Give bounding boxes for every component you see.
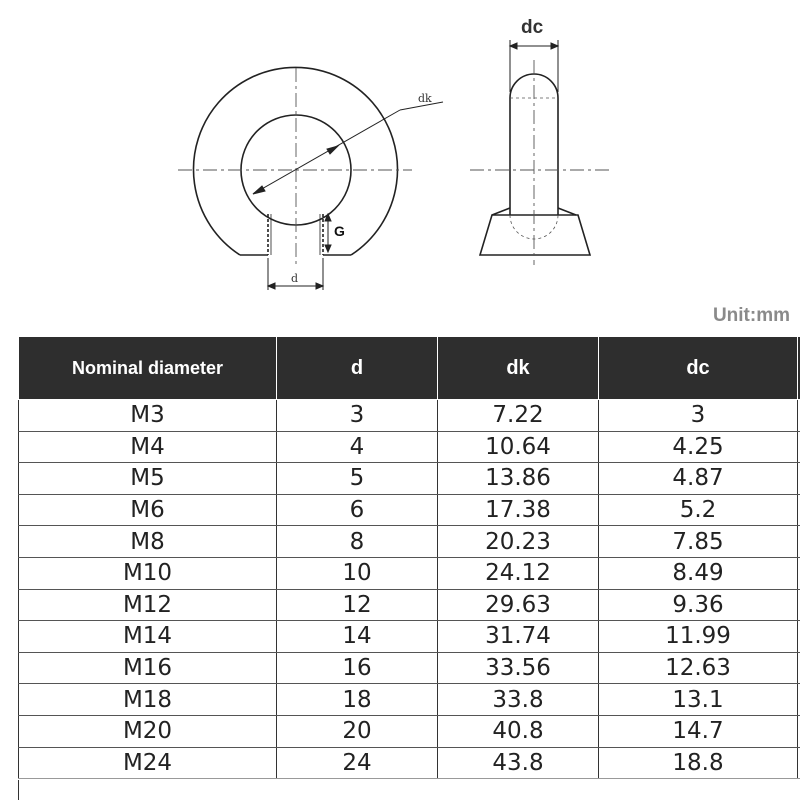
table-row: [19, 652, 800, 684]
cell-dc: 7.85: [599, 526, 798, 558]
cell-dk: 17.38: [438, 494, 599, 526]
header-dk: dk: [438, 337, 599, 400]
cell-nominal-diameter: M6: [19, 494, 277, 526]
g-label: G: [334, 223, 345, 239]
cell-dc: 12.63: [599, 652, 798, 684]
cell-nominal-diameter: M10: [19, 557, 277, 589]
g-dimension: [325, 214, 331, 252]
cell-dc: 18.8: [599, 747, 798, 779]
side-view-centerlines: [470, 60, 612, 265]
cell-nominal-diameter: M12: [19, 589, 277, 621]
cell-dc: 3: [599, 400, 798, 432]
header-d: d: [277, 337, 438, 400]
cell-d: 5: [277, 463, 438, 495]
front-view: [194, 67, 398, 255]
table-row: [19, 431, 800, 463]
table-row: [19, 589, 800, 621]
dk-dimension: [253, 102, 443, 194]
cell-dc: 11.99: [599, 621, 798, 653]
cell-d: 4: [277, 431, 438, 463]
dk-label: dk: [418, 92, 432, 105]
cell-dk: 33.56: [438, 652, 599, 684]
cell-nominal-diameter: M14: [19, 621, 277, 653]
table-row: [19, 557, 800, 589]
unit-label: Unit:mm: [712, 305, 790, 326]
cell-nominal-diameter: M8: [19, 526, 277, 558]
cell-d: 18: [277, 684, 438, 716]
cell-dk: 7.22: [438, 400, 599, 432]
cell-dk: 10.64: [438, 431, 599, 463]
cell-dk: 24.12: [438, 557, 599, 589]
cell-d: 10: [277, 557, 438, 589]
dimensions-table: [18, 336, 800, 779]
cell-dc: 4.87: [599, 463, 798, 495]
table-row: [19, 526, 800, 558]
table-row: [19, 715, 800, 747]
cell-nominal-diameter: M16: [19, 652, 277, 684]
cell-nominal-diameter: M18: [19, 684, 277, 716]
header-nominal-diameter: Nominal diameter: [19, 337, 277, 400]
front-view-centerlines: [178, 68, 412, 265]
cell-dk: 33.8: [438, 684, 599, 716]
cell-dk: 29.63: [438, 589, 599, 621]
cell-dk: 20.23: [438, 526, 599, 558]
eye-nut-technical-drawing: [0, 0, 800, 330]
cell-dc: 4.25: [599, 431, 798, 463]
cell-dc: 8.49: [599, 557, 798, 589]
cell-d: 20: [277, 715, 438, 747]
table-row: [19, 621, 800, 653]
side-view: [480, 74, 590, 255]
cell-d: 24: [277, 747, 438, 779]
dc-label: dc: [521, 17, 544, 38]
cell-dc: 5.2: [599, 494, 798, 526]
cell-nominal-diameter: M5: [19, 463, 277, 495]
cell-nominal-diameter: M24: [19, 747, 277, 779]
cell-d: 14: [277, 621, 438, 653]
table-header-row: [19, 337, 800, 400]
d-label: d: [291, 272, 299, 285]
table-row: [19, 400, 800, 432]
table-row: [19, 684, 800, 716]
cell-d: 3: [277, 400, 438, 432]
cell-dk: 43.8: [438, 747, 599, 779]
cell-dc: 13.1: [599, 684, 798, 716]
cell-d: 8: [277, 526, 438, 558]
cell-dc: 14.7: [599, 715, 798, 747]
cell-dk: 31.74: [438, 621, 599, 653]
cell-d: 12: [277, 589, 438, 621]
header-dc: dc: [599, 337, 798, 400]
table-row: [19, 463, 800, 495]
cell-dk: 40.8: [438, 715, 599, 747]
cell-nominal-diameter: M20: [19, 715, 277, 747]
cell-dk: 13.86: [438, 463, 599, 495]
cell-d: 16: [277, 652, 438, 684]
cell-d: 6: [277, 494, 438, 526]
cell-dc: 9.36: [599, 589, 798, 621]
cell-nominal-diameter: M3: [19, 400, 277, 432]
table-footer: [18, 780, 800, 800]
table-row: [19, 747, 800, 779]
cell-nominal-diameter: M4: [19, 431, 277, 463]
table-row: [19, 494, 800, 526]
